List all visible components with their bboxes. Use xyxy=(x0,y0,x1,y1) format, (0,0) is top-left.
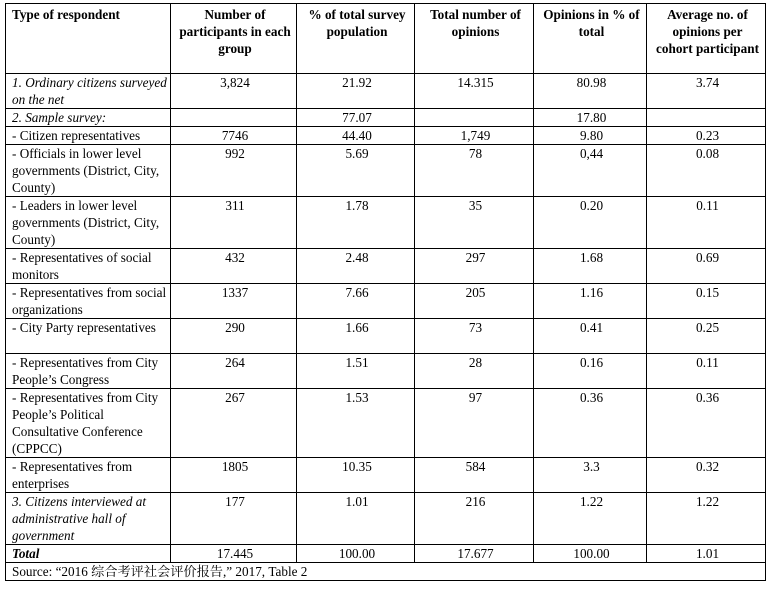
cell-participants: 992 xyxy=(171,145,297,197)
cell-pct-opinions: 0.20 xyxy=(534,197,647,249)
cell-pct-opinions: 17.80 xyxy=(534,109,647,127)
cell-type: - City Party representatives xyxy=(6,319,171,354)
cell-avg: 1.22 xyxy=(647,493,766,545)
cell-pct-opinions: 0.16 xyxy=(534,354,647,389)
cell-opinions: 205 xyxy=(415,284,534,319)
cell-opinions: 78 xyxy=(415,145,534,197)
cell-opinions: 73 xyxy=(415,319,534,354)
table-row xyxy=(6,197,766,249)
cell-pct-opinions: 3.3 xyxy=(534,458,647,493)
cell-pct-population: 44.40 xyxy=(297,127,415,145)
header-pct-population: % of total survey population xyxy=(297,4,415,74)
cell-pct-population: 1.01 xyxy=(297,493,415,545)
cell-participants: 1805 xyxy=(171,458,297,493)
cell-opinions: 97 xyxy=(415,389,534,458)
cell-avg: 0.32 xyxy=(647,458,766,493)
cell-type: - Representatives from City People’s Congress xyxy=(6,354,171,389)
cell-pct-population: 100.00 xyxy=(297,545,415,563)
cell-avg: 1.01 xyxy=(647,545,766,563)
cell-pct-population: 1.78 xyxy=(297,197,415,249)
cell-participants: 17.445 xyxy=(171,545,297,563)
cell-avg: 0.25 xyxy=(647,319,766,354)
cell-opinions: 584 xyxy=(415,458,534,493)
source-row xyxy=(6,563,766,581)
cell-avg: 0.11 xyxy=(647,197,766,249)
cell-avg: 0.23 xyxy=(647,127,766,145)
cell-opinions: 1,749 xyxy=(415,127,534,145)
cell-opinions: 17.677 xyxy=(415,545,534,563)
table-row xyxy=(6,354,766,389)
header-participants: Number of participants in each group xyxy=(171,4,297,74)
cell-opinions: 14.315 xyxy=(415,74,534,109)
cell-type: - Representatives from City People’s Political Consultative Conference (CPPCC) xyxy=(6,389,171,458)
cell-avg: 3.74 xyxy=(647,74,766,109)
cell-pct-population: 1.51 xyxy=(297,354,415,389)
cell-participants: 432 xyxy=(171,249,297,284)
cell-pct-population: 5.69 xyxy=(297,145,415,197)
cell-participants: 290 xyxy=(171,319,297,354)
cell-type: 1. Ordinary citizens surveyed on the net xyxy=(6,74,171,109)
cell-opinions: 28 xyxy=(415,354,534,389)
source-note: Source: “2016 综合考评社会评价报告,” 2017, Table 2 xyxy=(6,563,766,581)
cell-avg: 0.11 xyxy=(647,354,766,389)
respondent-table xyxy=(5,3,766,581)
cell-type: Total xyxy=(6,545,171,563)
cell-avg xyxy=(647,109,766,127)
cell-participants: 1337 xyxy=(171,284,297,319)
cell-type: - Citizen representatives xyxy=(6,127,171,145)
cell-type: 2. Sample survey: xyxy=(6,109,171,127)
cell-pct-opinions: 0,44 xyxy=(534,145,647,197)
cell-participants xyxy=(171,109,297,127)
cell-pct-population: 1.53 xyxy=(297,389,415,458)
cell-pct-population: 21.92 xyxy=(297,74,415,109)
cell-pct-population: 1.66 xyxy=(297,319,415,354)
cell-pct-opinions: 0.41 xyxy=(534,319,647,354)
table-row-total xyxy=(6,545,766,563)
table-row xyxy=(6,127,766,145)
cell-type: - Leaders in lower level governments (District, City, County) xyxy=(6,197,171,249)
table-row xyxy=(6,74,766,109)
cell-opinions xyxy=(415,109,534,127)
header-type: Type of respondent xyxy=(6,4,171,74)
table-row xyxy=(6,458,766,493)
table-row xyxy=(6,493,766,545)
cell-pct-opinions: 9.80 xyxy=(534,127,647,145)
cell-participants: 264 xyxy=(171,354,297,389)
table-row xyxy=(6,249,766,284)
table-row xyxy=(6,109,766,127)
cell-participants: 311 xyxy=(171,197,297,249)
cell-pct-population: 2.48 xyxy=(297,249,415,284)
cell-participants: 267 xyxy=(171,389,297,458)
cell-pct-opinions: 1.68 xyxy=(534,249,647,284)
cell-participants: 177 xyxy=(171,493,297,545)
cell-pct-opinions: 0.36 xyxy=(534,389,647,458)
header-avg: Average no. of opinions per cohort participant xyxy=(647,4,766,74)
table-row xyxy=(6,145,766,197)
cell-opinions: 35 xyxy=(415,197,534,249)
cell-pct-opinions: 1.16 xyxy=(534,284,647,319)
cell-avg: 0.36 xyxy=(647,389,766,458)
cell-pct-opinions: 80.98 xyxy=(534,74,647,109)
cell-avg: 0.69 xyxy=(647,249,766,284)
cell-participants: 7746 xyxy=(171,127,297,145)
cell-type: - Representatives from social organizations xyxy=(6,284,171,319)
header-opinions: Total number of opinions xyxy=(415,4,534,74)
cell-participants: 3,824 xyxy=(171,74,297,109)
table-row xyxy=(6,319,766,354)
table-row xyxy=(6,389,766,458)
header-pct-opinions: Opinions in % of total xyxy=(534,4,647,74)
cell-pct-opinions: 1.22 xyxy=(534,493,647,545)
cell-opinions: 216 xyxy=(415,493,534,545)
cell-pct-population: 10.35 xyxy=(297,458,415,493)
table-row xyxy=(6,284,766,319)
cell-avg: 0.08 xyxy=(647,145,766,197)
cell-pct-population: 7.66 xyxy=(297,284,415,319)
cell-type: - Representatives of social monitors xyxy=(6,249,171,284)
cell-type: 3. Citizens interviewed at administrative hall of government xyxy=(6,493,171,545)
cell-type: - Officials in lower level governments (District, City, County) xyxy=(6,145,171,197)
cell-type: - Representatives from enterprises xyxy=(6,458,171,493)
cell-avg: 0.15 xyxy=(647,284,766,319)
cell-pct-opinions: 100.00 xyxy=(534,545,647,563)
cell-pct-population: 77.07 xyxy=(297,109,415,127)
table-header-row xyxy=(6,4,766,74)
cell-opinions: 297 xyxy=(415,249,534,284)
